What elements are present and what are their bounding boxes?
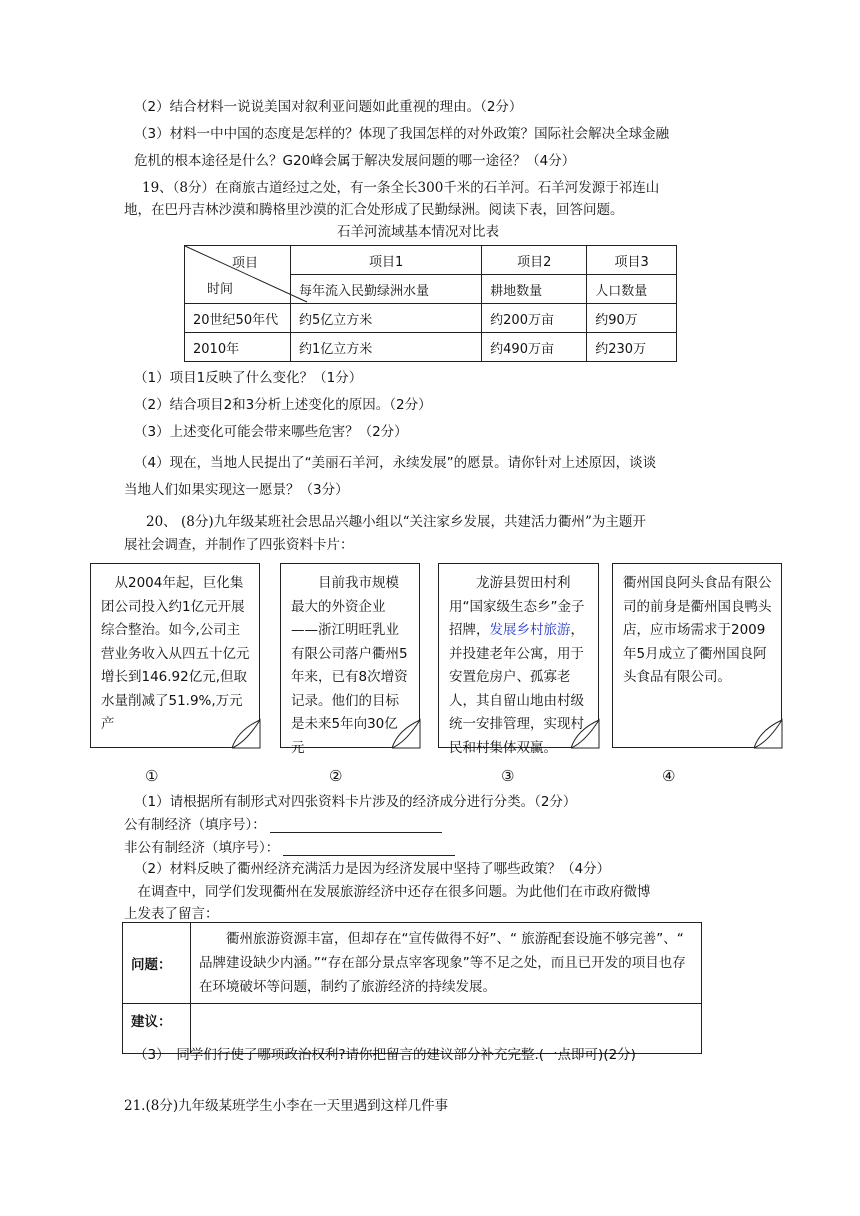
table-row: [185, 333, 677, 362]
column-subheader: 人口数量: [587, 275, 677, 304]
nonpublic-economy-label: 非公有制经济（填序号）：: [124, 840, 280, 856]
table-row: [185, 304, 677, 333]
table-cell: 约200万亩: [482, 304, 587, 333]
table-title: 石羊河流域基本情况对比表: [337, 224, 499, 240]
q20-intro-line2: 展社会调查，并制作了四张资料卡片：: [124, 537, 354, 553]
card-text: 衢州国良阿头食品有限公司的前身是衢州国良鸭头店，应市场需求于2009年5月成立了衢州国良阿头食品有限公司。: [623, 575, 772, 685]
problem-text: 衢州旅游资源丰富，但却存在“宣传做得不好”、“ 旅游配套设施不够完善”、“ 品牌建设缺少内涵。”“存在部分景点宰客现象”等不足之处，而且已开发的项目也存在环境破坏等问题，制约了旅游经济的持续发展。: [191, 923, 702, 1004]
table-cell: 约90万: [587, 304, 677, 333]
info-card-4: [612, 563, 782, 748]
q19-sub3: （3）上述变化可能会带来哪些危害？（2分）: [134, 424, 408, 440]
card-number-4: ④: [662, 767, 676, 785]
card-text: 从2004年起，巨化集团公司投入约1亿元开展综合整治。如今,公司主营业务收入从四五十亿元增长到146.92亿元,但取水量削减了51.9%,万元产: [101, 575, 250, 732]
info-card-3: [438, 563, 599, 756]
survey-line2: 上发表了留言：: [124, 906, 219, 922]
card-number-3: ③: [501, 767, 515, 785]
table-cell: 约5亿立方米: [291, 304, 482, 333]
survey-line1: 在调查中，同学们发现衢州在发展旅游经济中还存在很多问题。为此他们在市政府微博: [124, 884, 651, 900]
q20-sub1: （1）请根据所有制形式对四张资料卡片涉及的经济成分进行分类。（2分）: [134, 794, 577, 810]
info-card-2: [280, 563, 420, 756]
public-economy-line: [124, 815, 442, 835]
q19-sub4-line1: （4）现在，当地人民提出了“美丽石羊河，永续发展”的愿景。请你针对上述原因，谈谈: [134, 455, 657, 471]
column-subheader: 每年流入民勤绿洲水量: [291, 275, 482, 304]
row-time: 20世纪50年代: [185, 304, 291, 333]
card-text: 目前我市规模最大的外资企业——浙江明旺乳业有限公司落户衢州5年来，已有8次增资记录。他们的目标是未来5年向30亿元: [291, 575, 408, 756]
q19-sub2: （2）结合项目2和3分析上述变化的原因。（2分）: [134, 397, 432, 413]
column-header: 项目1: [291, 246, 482, 275]
q18-sub3-line2: 危机的根本途径是什么？G20峰会属于解决发展问题的哪一途径？（4分）: [134, 153, 576, 169]
nonpublic-economy-answer-blank[interactable]: [283, 841, 455, 856]
page-curl-icon: [754, 720, 782, 748]
suggestion-label: 建议：: [123, 1004, 191, 1054]
q18-sub3-line1: （3）材料一中中国的态度是怎样的？体现了我国怎样的对外政策？国际社会解决全球金融: [134, 126, 670, 142]
public-economy-answer-blank[interactable]: [270, 818, 442, 833]
row-time: 2010年: [185, 333, 291, 362]
q20-sub3: （3） 同学们行使了哪项政治权利?请你把留言的建议部分补充完整.(一点即可)(2分): [134, 1047, 636, 1063]
q19-sub4-line2: 当地人们如果实现这一愿景？（3分）: [124, 482, 349, 498]
problem-label: 问题：: [123, 923, 191, 1004]
column-header: 项目3: [587, 246, 677, 275]
column-header: 项目2: [482, 246, 587, 275]
public-economy-label: 公有制经济（填序号）：: [124, 817, 266, 833]
q19-intro-line2: 地，在巴丹吉林沙漠和腾格里沙漠的汇合处形成了民勤绿洲。阅读下表，回答问题。: [124, 202, 624, 218]
card3-highlight: 发展乡村旅游: [489, 622, 571, 638]
q19-sub1: （1）项目1反映了什么变化？（1分）: [134, 370, 363, 386]
page-curl-icon: [392, 720, 420, 748]
card-text: [449, 572, 590, 756]
comparison-table: [184, 245, 677, 362]
info-card-1: [90, 563, 260, 748]
card-number-2: ②: [329, 767, 343, 785]
q18-sub2: （2）结合材料一说说美国对叙利亚问题如此重视的理由。（2分）: [134, 99, 523, 115]
table-cell: 约1亿立方米: [291, 333, 482, 362]
table-cell: 约490万亩: [482, 333, 587, 362]
nonpublic-economy-line: [124, 838, 455, 858]
q20-intro-line1: 20、 (8分)九年级某班社会思品兴趣小组以“关注家乡发展，共建活力衢州”为主题开: [146, 514, 646, 530]
q21-intro: 21.(8分)九年级某班学生小李在一天里遇到这样几件事: [124, 1098, 449, 1114]
corner-top-label: 项目: [231, 256, 258, 271]
page-curl-icon: [232, 720, 260, 748]
card3-text-rest: ，并投建老年公寓，用于安置危房户、孤寡老人，其自留山地由村级统一安排管理，实现村民和村集体双赢。: [449, 622, 584, 756]
column-subheader: 耕地数量: [482, 275, 587, 304]
table-corner-cell: [185, 246, 291, 304]
corner-bottom-label: 时间: [207, 282, 234, 297]
page-curl-icon: [571, 720, 599, 748]
q20-sub2: （2）材料反映了衢州经济充满活力是因为经济发展中坚持了哪些政策？（4分）: [134, 861, 611, 877]
weibo-message-table: [122, 922, 702, 1054]
card3-text-start: 龙游县贺田村利用“国家级生态乡”金子招牌，: [449, 575, 585, 638]
q19-intro-line1: 19、（8分）在商旅古道经过之处，有一条全长300千米的石羊河。石羊河发源于祁连山: [142, 180, 660, 196]
card-number-1: ①: [145, 767, 159, 785]
table-cell: 约230万: [587, 333, 677, 362]
